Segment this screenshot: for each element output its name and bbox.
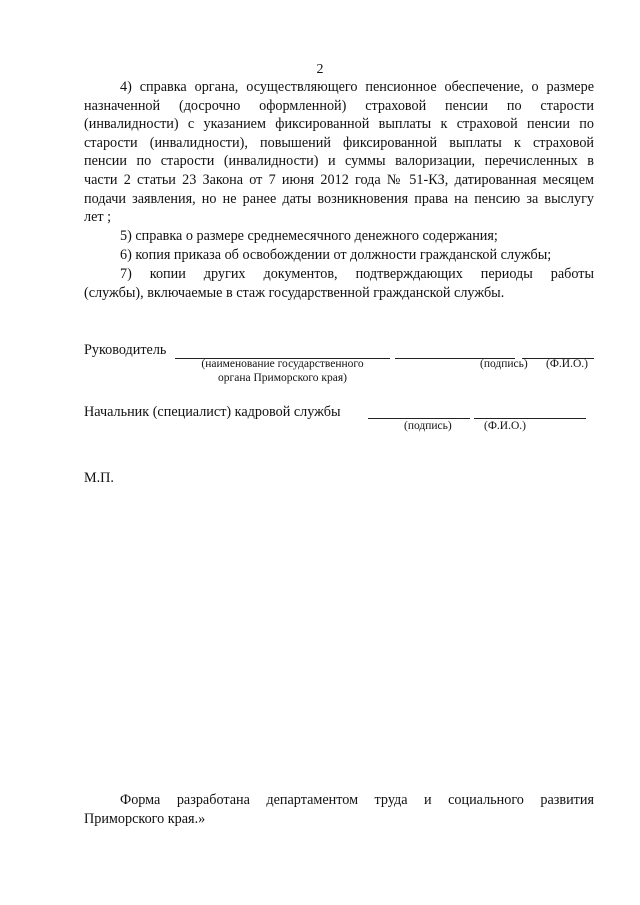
list-item-6: [84, 246, 594, 265]
list-item-4: [84, 78, 594, 227]
item-7-line-2: (службы), включаемые в стаж государственной гражданской службы.: [84, 284, 505, 301]
org-name-caption-2: органа Приморского края): [218, 372, 347, 384]
org-name-caption-1: (наименование государственного: [201, 358, 364, 370]
item-5-line-1: 5) справка о размере среднемесячного денежного содержания;: [120, 228, 498, 244]
list-item-7: [84, 265, 594, 302]
signature-hr-label: Начальник (специалист) кадровой службы: [84, 404, 341, 420]
item-4-line-3: (инвалидности) с указанием фиксированной выплаты к страховой пенсии по: [84, 116, 594, 133]
item-4-line-8: лет ;: [84, 209, 112, 226]
item-4-line-6: части 2 статьи 23 Закона от 7 июня 2012 года № 51-КЗ, датированная месяцем: [84, 171, 594, 188]
form-footer: [84, 791, 594, 829]
hr-signature-caption: (подпись): [404, 420, 452, 432]
head-signature-caption: (подпись): [480, 358, 528, 370]
item-4-line-5: пенсии по старости (инвалидности) и суммы валоризации, перечисленных в: [84, 153, 594, 170]
footer-line-2: Приморского края.»: [84, 811, 206, 827]
hr-fio-caption: (Ф.И.О.): [484, 420, 526, 432]
page-number: 2: [316, 62, 324, 77]
item-4-line-1: 4) справка органа, осуществляющего пенсионное обеспечение, о размере: [120, 79, 594, 95]
list-item-5: [84, 227, 594, 246]
item-6-line-1: 6) копия приказа об освобождении от должности гражданской службы;: [120, 247, 552, 263]
head-fio-caption: (Ф.И.О.): [546, 358, 588, 370]
item-4-line-7: подачи заявления, но не ранее даты возникновения права на пенсию за выслугу: [84, 190, 594, 207]
footer-line-1: Форма разработана департаментом труда и социального развития: [120, 792, 594, 808]
stamp-place: М.П.: [84, 470, 114, 486]
item-4-line-4: старости (инвалидности), повышений фиксированной выплаты к страховой: [84, 134, 594, 151]
item-7-line-1: 7) копии других документов, подтверждающих периоды работы: [120, 266, 594, 282]
signature-head-label: Руководитель: [84, 342, 167, 358]
item-4-line-2: назначенной (досрочно оформленной) страховой пенсии по старости: [84, 97, 594, 114]
